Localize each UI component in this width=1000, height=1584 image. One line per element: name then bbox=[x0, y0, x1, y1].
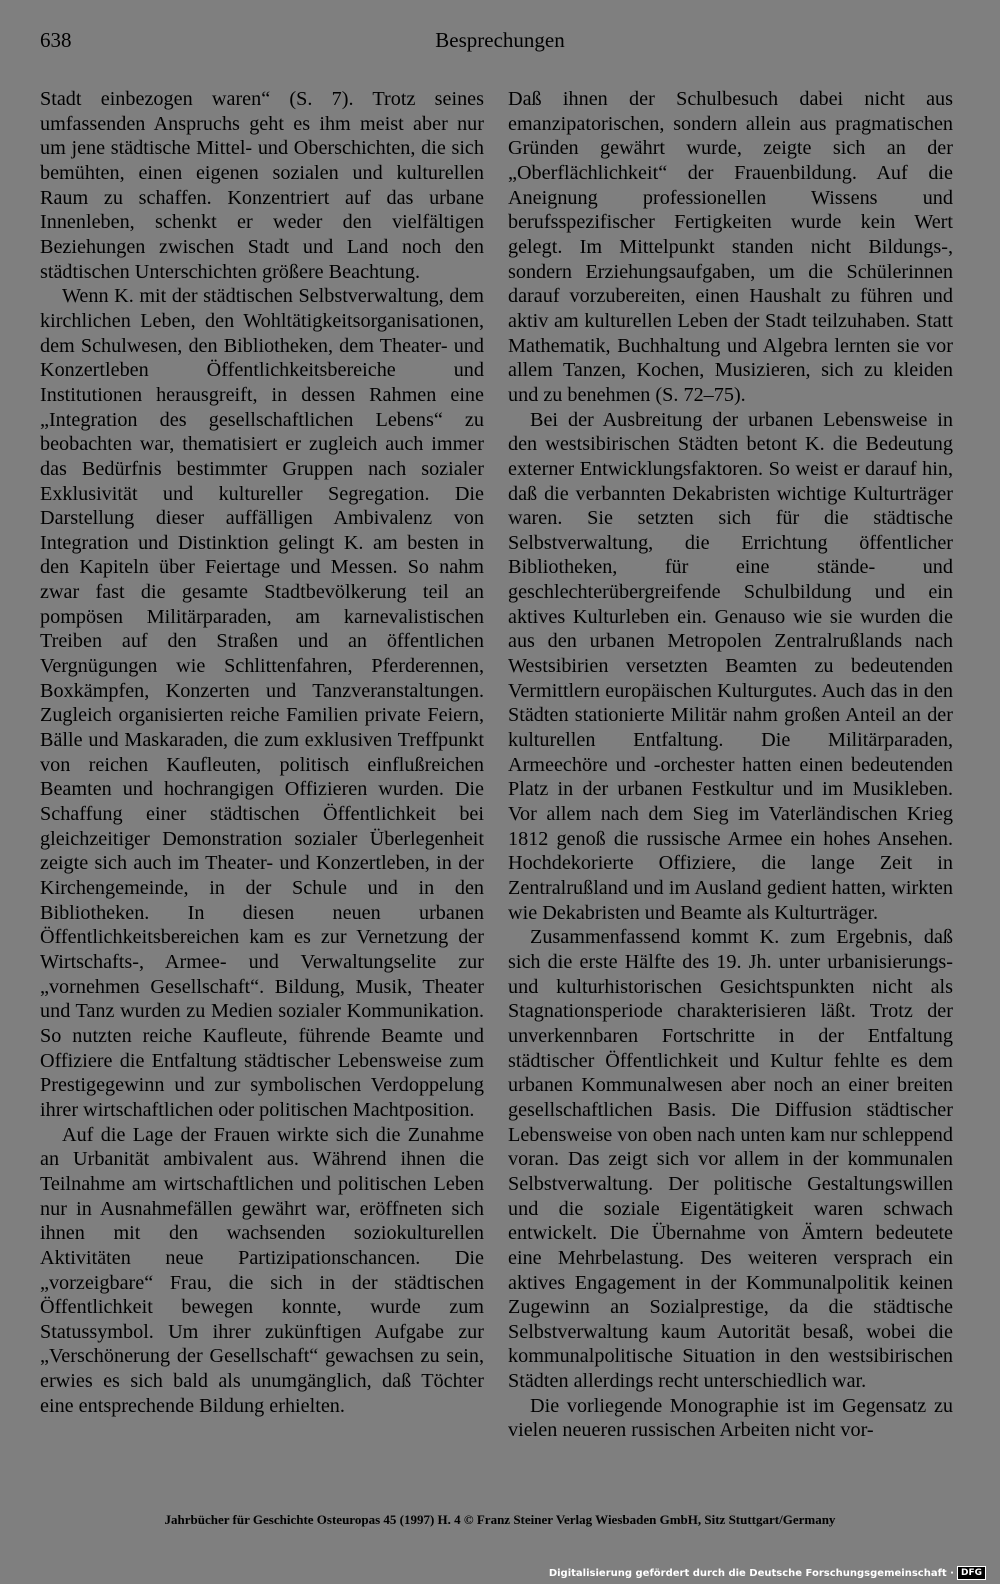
paragraph: Auf die Lage der Frauen wirkte sich die Zunahme an Urbanität ambivalent aus. Während ihnen die Teilnahme am wirtschaftlichen und politischen Leben nur in Ausnahmefällen gewährt war, eröffneten sich ihnen mit den wachsenden soziokulturellen Aktivitäten neue Partizipationschancen. Die „vorzeigbare“ Frau, die sich in der städtischen Öffentlichkeit bewegen konnte, wurde zum Statussymbol. Um ihrer zukünftigen Aufgabe zur „Verschönerung der Gesellschaft“ gewachsen zu sein, erwies es sich bald als unumgänglich, daß Töchter eine entsprechende Bildung erhielten. bbox=[40, 1123, 484, 1417]
paragraph: Stadt einbezogen waren“ (S. 7). Trotz seines umfassenden Anspruchs geht es ihm meist aber nur um jene städtische Mittel- und Oberschichten, die sich bemühten, einen eigenen sozialen und kulturellen Raum zu schaffen. Konzentriert auf das urbane Innenleben, schenkt er weder den vielfältigen Beziehungen zwischen Stadt und Land noch den städtischen Unterschichten größere Beachtung. bbox=[40, 88, 484, 283]
dfg-logo-icon: DFG bbox=[957, 1566, 986, 1580]
paragraph: Wenn K. mit der städtischen Selbstverwaltung, dem kirchlichen Leben, den Wohltätigkeitsorganisationen, dem Schulwesen, den Bibliotheken, dem Theater- und Konzertleben Öffentlichkeitsbereiche und Institutionen herausgreift, in dessen Rahmen eine „Integration des gesellschaftlichen Lebens“ zu beobachten war, thematisiert er zugleich auch immer das Bedürfnis bestimmter Gruppen nach sozialer Exklusivität und kultureller Segregation. Die Darstellung dieser auffälligen Ambivalenz von Integration und Distinktion gelingt K. am besten in den Kapiteln über Feiertage und Messen. So nahm zwar fast die gesamte Stadtbevölkerung teil an pompösen Militärparaden, am karnevalistischen Treiben auf den Straßen und an öffentlichen Vergnügungen wie Schlittenfahren, Pferderennen, Boxkämpfen, Konzerten und Tanzveranstaltungen. Zugleich organisierten reiche Familien private Feiern, Bälle und Maskaraden, die zum exklusiven Treffpunkt von reichen Kaufleuten, politisch einflußreichen Beamten und hochrangigen Offizieren wurden. Die Schaffung einer städtischen Öffentlichkeit bei gleichzeitiger Demonstration sozialer Überlegenheit zeigte sich auch im Theater- und Konzertleben, in der Kirchengemeinde, in der Schule und in den Bibliotheken. In diesen neuen urbanen Öffentlichkeitsbereichen kam es zur Vernetzung der Wirtschafts-, Armee- und Verwaltungselite zur „vornehmen Gesellschaft“. Bildung, Musik, Theater und Tanz wurden zu Medien sozialer Kommunikation. So nutzten reiche Kaufleute, führende Beamte und Offiziere die Entfaltung städtischer Lebensweise zum Prestigegewinn und zur symbolischen Verdoppelung ihrer wirtschaftlichen oder politischen Machtposition. bbox=[40, 285, 484, 1121]
right-column bbox=[508, 87, 953, 1443]
journal-citation: Jahrbücher für Geschichte Osteuropas 45 (1997) H. 4 © Franz Steiner Verlag Wiesbaden GmbH, Sitz Stuttgart/Germany bbox=[164, 1512, 836, 1527]
digitization-notice bbox=[549, 1566, 986, 1580]
paragraph: Zusammenfassend kommt K. zum Ergebnis, daß sich die erste Hälfte des 19. Jh. unter urbanisierungs- und kulturhistorischen Gesichtspunkten nicht als Stagnationsperiode charakterisieren läßt. Trotz der unverkennbaren Fortschritte in der Entfaltung städtischer Öffentlichkeit und Kultur fehlte es dem urbanen Kommunalwesen aber noch an einer breiten gesellschaftlichen Basis. Die Diffusion städtischer Lebensweise von oben nach unten kam nur schleppend voran. Das zeigt sich vor allem in der kommunalen Selbstverwaltung. Der politische Gestaltungswillen und die soziale Eigentätigkeit waren schwach entwickelt. Die Übernahme von Ämtern bedeutete eine Mehrbelastung. Des weiteren versprach ein aktives Engagement in der Kommunalpolitik keinen Zugewinn an Sozialprestige, da die städtische Selbstverwaltung kaum Autorität besaß, wobei die kommunalpolitische Situation in den westsibirischen Städten allerdings recht unterschiedlich war. bbox=[508, 926, 953, 1393]
paragraph: Daß ihnen der Schulbesuch dabei nicht aus emanzipatorischen, sondern allein aus pragmatischen Gründen gewährt wurde, zeigte sich an der „Oberflächlichkeit“ der Frauenbildung. Auf die Aneignung professionellen Wissens und berufsspezifischer Fertigkeiten wurde kein Wert gelegt. Im Mittelpunkt standen nicht Bildungs-, sondern Erziehungsaufgaben, um die Schülerinnen darauf vorzubereiten, einen Haushalt zu führen und aktiv am kulturellen Leben der Stadt teilzuhaben. Statt Mathematik, Buchhaltung und Algebra lernten sie vor allem Tanzen, Kochen, Musizieren, sich zu kleiden und zu benehmen (S. 72–75). bbox=[508, 88, 953, 406]
page-header bbox=[40, 28, 960, 58]
left-column bbox=[40, 87, 484, 1418]
digitization-text: Digitalisierung gefördert durch die Deutsche Forschungsgemeinschaft · bbox=[548, 1567, 954, 1579]
paragraph: Bei der Ausbreitung der urbanen Lebensweise in den westsibirischen Städten betont K. die Bedeutung externer Entwicklungsfaktoren. So weist er darauf hin, daß die verbannten Dekabristen wichtige Kulturträger waren. Sie setzten sich für die städtische Selbstverwaltung, die Errichtung öffentlicher Bibliotheken, für eine stände- und geschlechterübergreifende Schulbildung und ein aktives Kulturleben ein. Genauso wie sie wurden die aus den urbanen Metropolen Zentralrußlands nach Westsibirien versetzten Beamten zu bedeutenden Vermittlern europäischen Kulturgutes. Auch das in den Städten stationierte Militär nahm großen Anteil an der kulturellen Entfaltung. Die Militärparaden, Armeechöre und -orchester hatten einen bedeutenden Platz in der urbanen Festkultur und im Musikleben. Vor allem nach dem Sieg im Vaterländischen Krieg 1812 genoß die russische Armee ein hohes Ansehen. Hochdekorierte Offiziere, die lange Zeit in Zentralrußland und im Ausland gedient hatten, wirkten wie Dekabristen und Beamte als Kulturträger. bbox=[508, 408, 953, 924]
running-title: Besprechungen bbox=[435, 28, 565, 52]
page-number: 638 bbox=[40, 28, 72, 52]
paragraph: Die vorliegende Monographie ist im Gegensatz zu vielen neueren russischen Arbeiten nicht vor- bbox=[508, 1394, 953, 1442]
